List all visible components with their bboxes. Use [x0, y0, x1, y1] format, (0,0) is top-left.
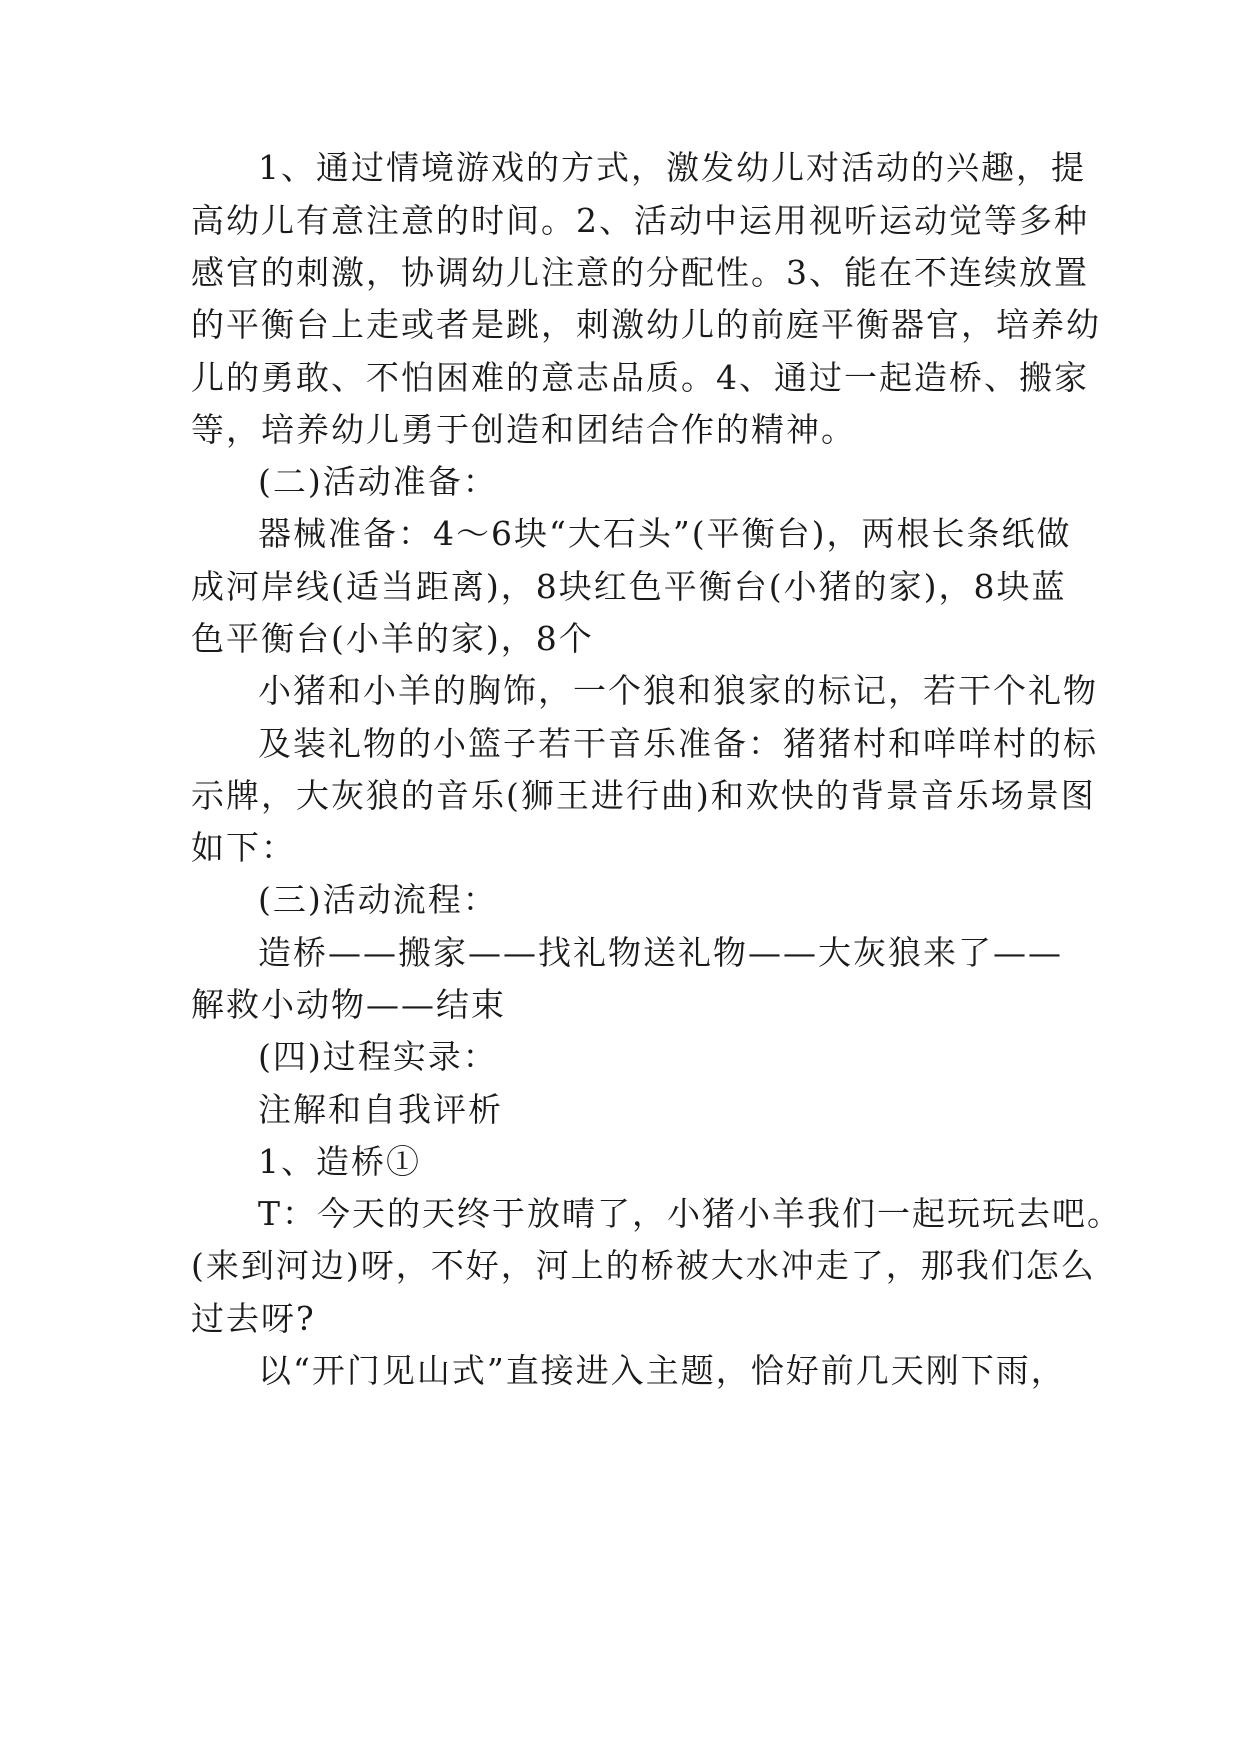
paragraph-line: T：今天的天终于放晴了，小猪小羊我们一起玩玩去吧。 — [258, 1194, 1123, 1233]
paragraph-line: 的平衡台上走或者是跳，刺激幼儿的前庭平衡器官，培养幼 — [191, 305, 1101, 344]
paragraph-line: 等，培养幼儿勇于创造和团结合作的精神。 — [191, 410, 856, 449]
section-heading: (四)过程实录： — [258, 1037, 498, 1076]
paragraph-line: 小猪和小羊的胸饰，一个狼和狼家的标记，若干个礼物 — [258, 671, 1098, 710]
paragraph-line: 成河岸线(适当距离)，8块红色平衡台(小猪的家)，8块蓝 — [191, 567, 1067, 606]
paragraph-line: 色平衡台(小羊的家)，8个 — [191, 619, 594, 658]
paragraph-line: 感官的刺激，协调幼儿注意的分配性。3、能在不连续放置 — [191, 253, 1089, 292]
paragraph-line: 以“开门见山式”直接进入主题，恰好前几天刚下雨， — [258, 1351, 1066, 1390]
paragraph-line: 造桥——搬家——找礼物送礼物——大灰狼来了—— — [258, 933, 1063, 972]
section-heading: (二)活动准备： — [258, 462, 498, 501]
paragraph-line: 解救小动物——结束 — [191, 985, 506, 1024]
paragraph-line: 1、通过情境游戏的方式，激发幼儿对活动的兴趣，提 — [258, 148, 1086, 187]
section-heading: (三)活动流程： — [258, 880, 498, 919]
paragraph-line: 器械准备：4～6块“大石头”(平衡台)，两根长条纸做 — [258, 514, 1072, 553]
paragraph-line: 示牌，大灰狼的音乐(狮王进行曲)和欢快的背景音乐场景图 — [191, 776, 1096, 815]
paragraph-line: 如下： — [191, 828, 296, 867]
paragraph-line: 儿的勇敢、不怕困难的意志品质。4、通过一起造桥、搬家 — [191, 358, 1089, 397]
paragraph-line: 1、造桥① — [258, 1142, 421, 1181]
paragraph-line: 高幼儿有意注意的时间。2、活动中运用视听运动觉等多种 — [191, 201, 1089, 240]
paragraph-line: (来到河边)呀，不好，河上的桥被大水冲走了，那我们怎么 — [191, 1246, 1096, 1285]
paragraph-line: 及装礼物的小篮子若干音乐准备：猪猪村和咩咩村的标 — [258, 724, 1098, 763]
paragraph-line: 注解和自我评析 — [258, 1090, 503, 1129]
paragraph-line: 过去呀? — [191, 1299, 316, 1338]
